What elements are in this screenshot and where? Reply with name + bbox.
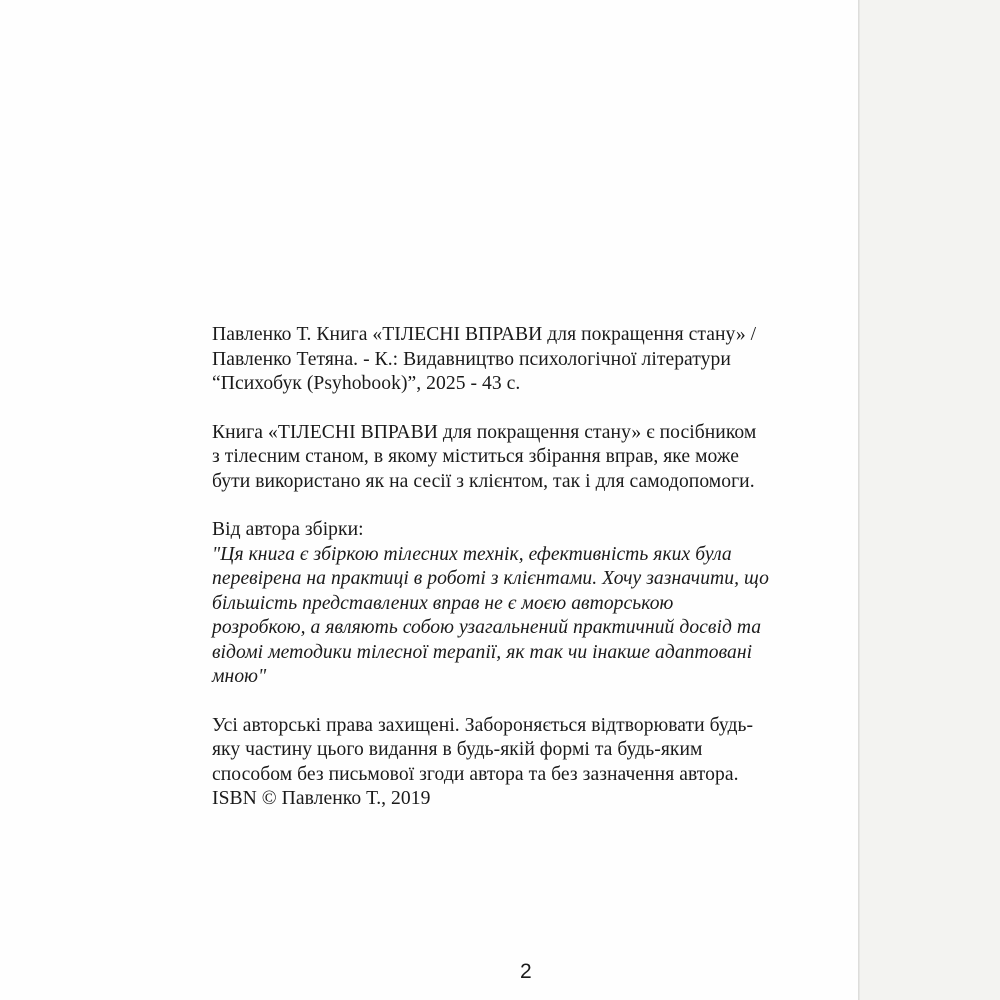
isbn-line: ISBN © Павленко Т., 2019 [212,788,431,809]
bibliographic-citation [212,323,792,397]
page-edge-shadow [858,0,860,1000]
description-line: з тілесним станом, в якому міститься збірання вправ, яке може [212,446,739,467]
quote-line: "Ця книга є збіркою тілесних технік, ефективність яких була [212,543,732,565]
copyright-notice [212,714,792,812]
copyright-line: способом без письмової згоди автора та без зазначення автора. [212,763,739,785]
quote-line: більшість представлених вправ не є моєю авторською [212,592,674,614]
copyright-line: яку частину цього видання в будь-якій формі та будь-яким [212,739,703,760]
description-line: бути використано як на сесії з клієнтом, так і для самодопомоги. [212,470,755,492]
author-note-heading: Від автора збірки: [212,519,364,540]
citation-line: “Психобук (Psyhobook)”, 2025 - 43 с. [212,373,521,394]
author-quote [212,543,792,690]
book-description [212,421,792,495]
citation-line: Павленко Т. Книга «ТІЛЕСНІ ВПРАВИ для покращення стану» / [212,324,757,345]
quote-line: відомі методики тілесної терапії, як так чи інакше адаптовані [212,641,753,663]
description-line: Книга «ТІЛЕСНІ ВПРАВИ для покращення стану» є посібником [212,421,757,443]
author-note [212,518,792,690]
quote-line: мною" [212,666,267,687]
citation-line: Павленко Тетяна. - К.: Видавництво психологічної літератури [212,348,731,370]
copyright-line: Усі авторські права захищені. Забороняється відтворювати будь- [212,714,754,736]
quote-line: перевірена на практиці в роботі з клієнтами. Хочу зазначити, що [212,568,769,589]
quote-line: розробкою, а являють собою узагальнений практичний досвід та [212,617,762,638]
imprint-text-block [212,323,792,812]
page-number: 2 [520,960,532,983]
